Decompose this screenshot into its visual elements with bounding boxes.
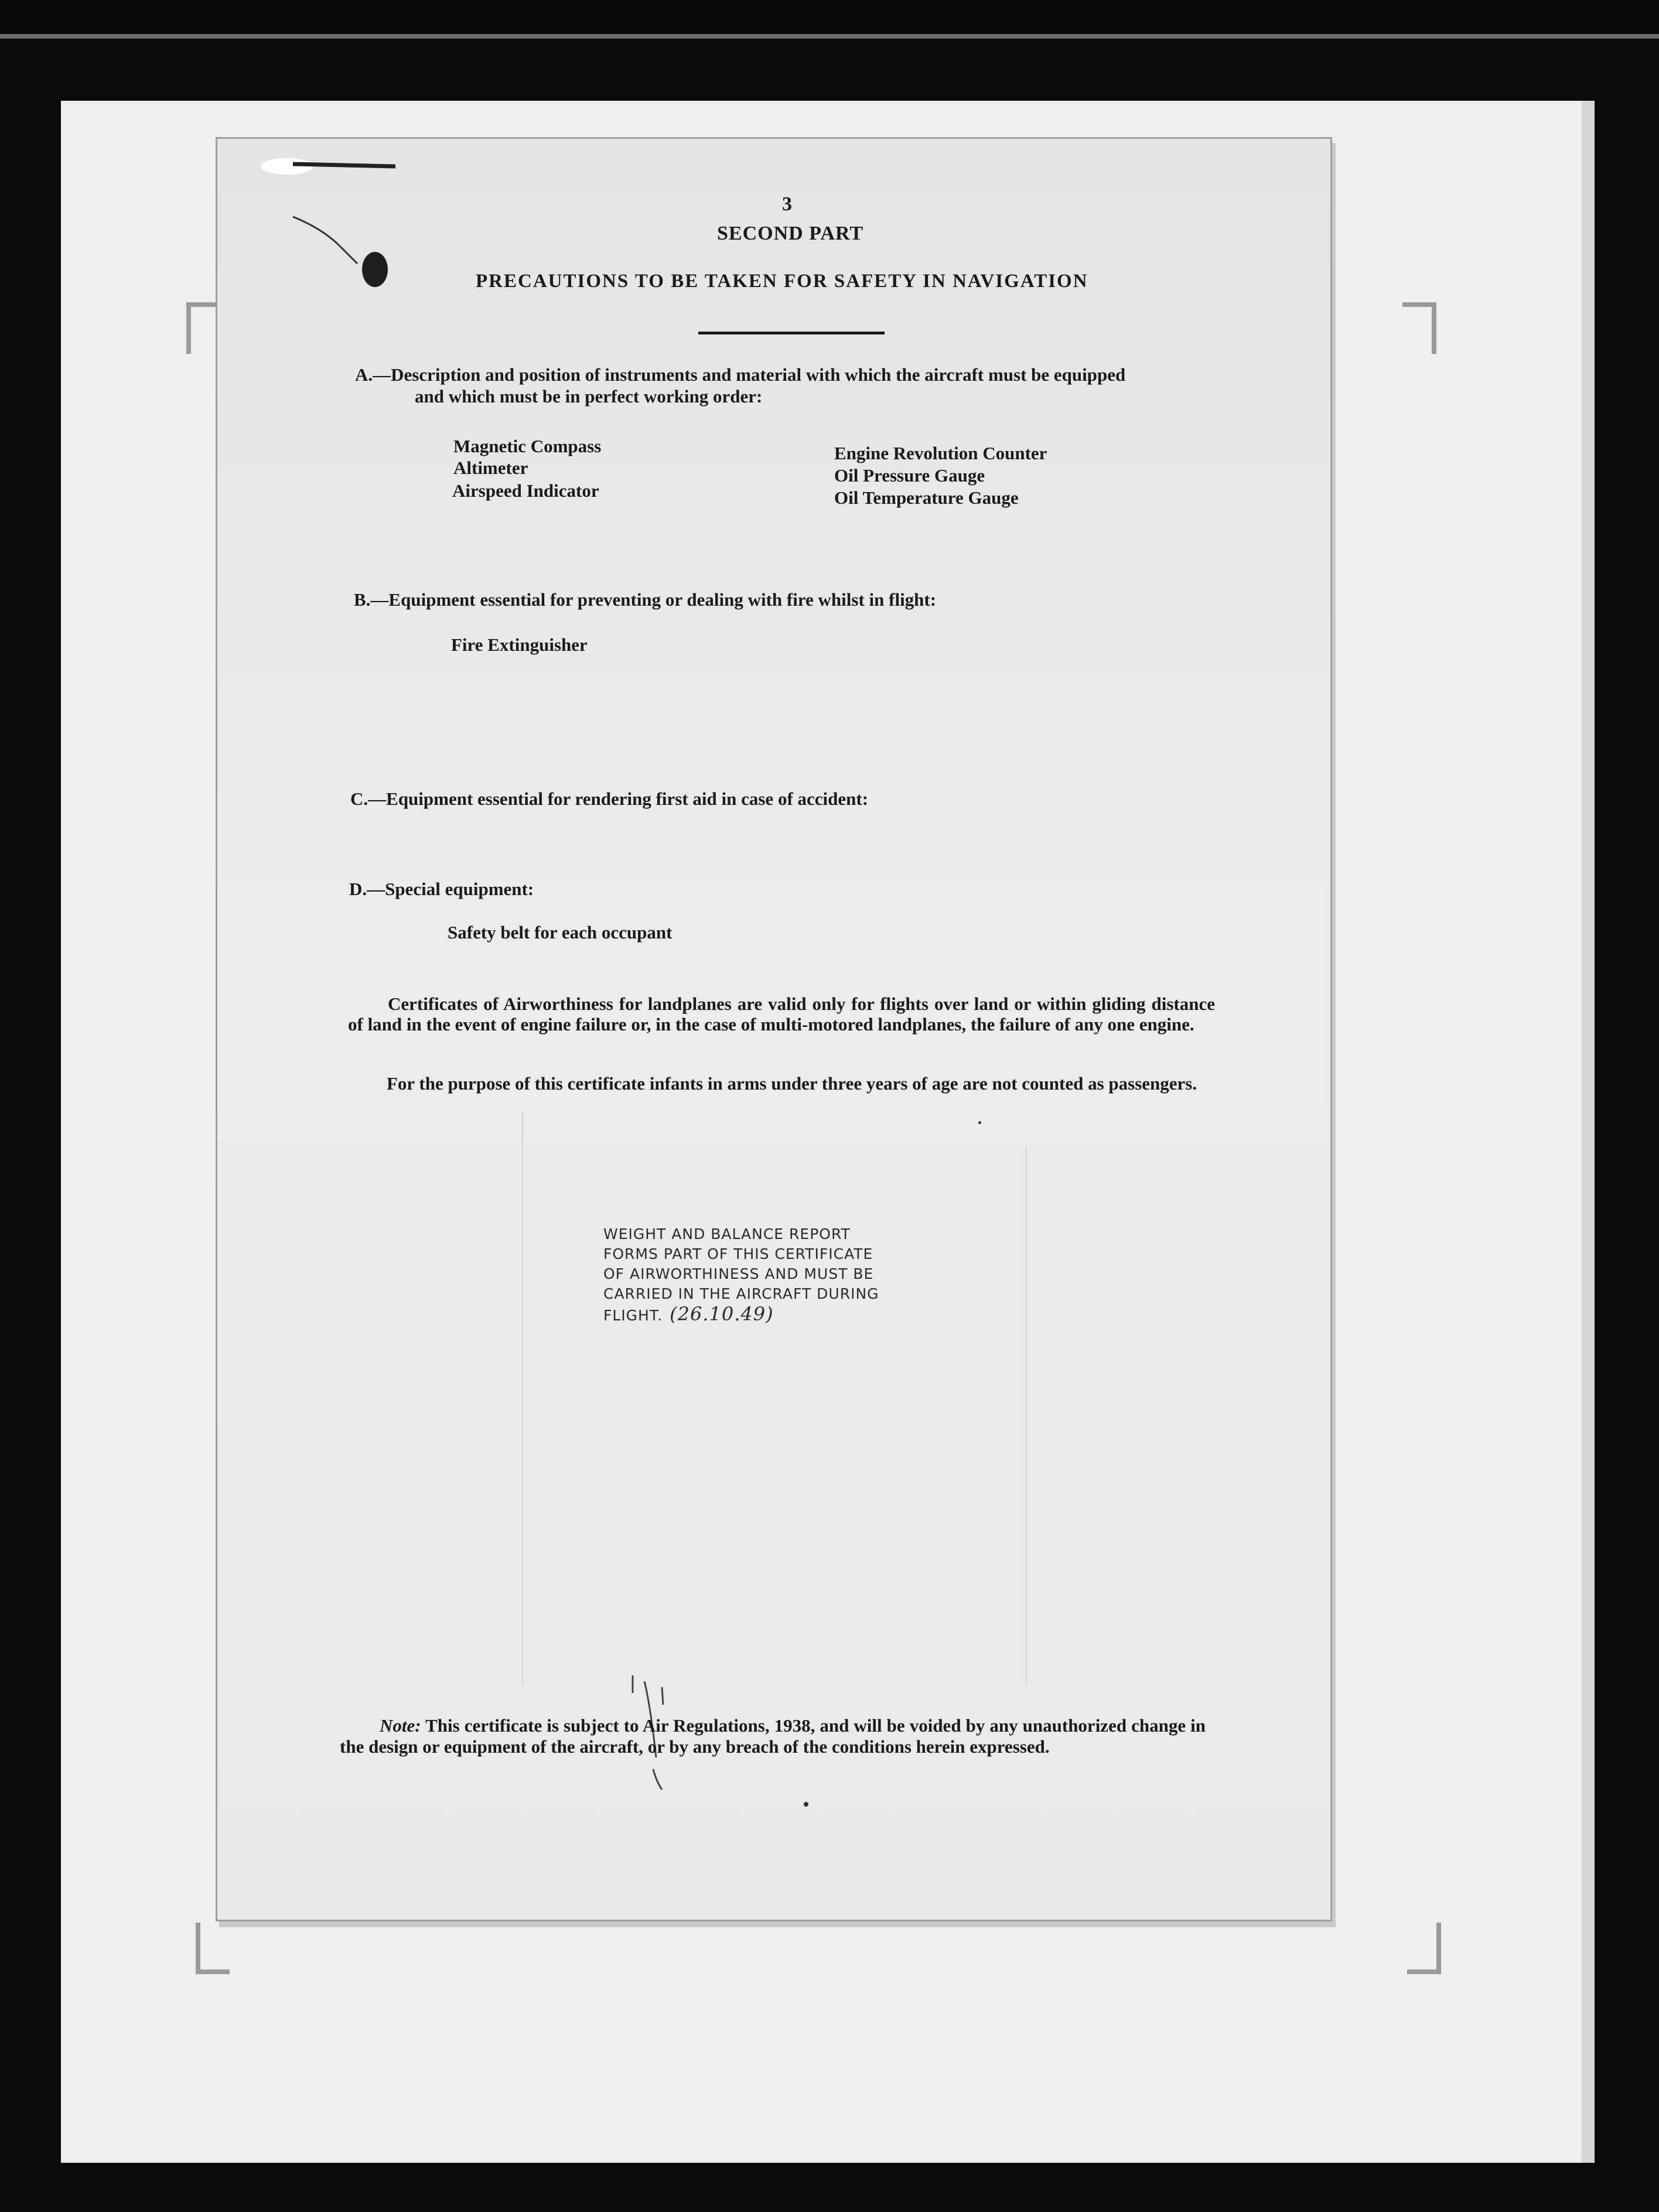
stamp-line: FORMS PART OF THIS CERTIFICATE <box>603 1245 873 1262</box>
infants-paragraph: For the purpose of this certificate infants in arms under three years of age are not counted as passengers. <box>387 1073 1197 1094</box>
mounting-board-edge <box>1582 101 1595 2163</box>
stamp-line: WEIGHT AND BALANCE REPORT <box>603 1226 851 1242</box>
crop-mark-bottom-right <box>1407 1923 1441 1974</box>
instrument-item: Oil Pressure Gauge <box>834 465 985 486</box>
title-underline <box>698 332 885 334</box>
instrument-item: Magnetic Compass <box>453 436 602 456</box>
special-equipment-item: Safety belt for each occupant <box>448 922 673 943</box>
note-label: Note: <box>380 1715 421 1736</box>
bleed-through-line <box>1026 1146 1027 1685</box>
stamp-line: CARRIED IN THE AIRCRAFT DURING <box>603 1285 879 1302</box>
instrument-item: Altimeter <box>453 458 528 478</box>
page-number: 3 <box>782 193 793 215</box>
crop-mark-top-right <box>1402 302 1436 354</box>
torn-corner-mark <box>258 155 398 178</box>
part-title: SECOND PART <box>717 223 864 244</box>
instrument-item: Engine Revolution Counter <box>834 443 1047 463</box>
instrument-item: Oil Temperature Gauge <box>834 487 1019 508</box>
weight-balance-stamp <box>603 1224 879 1326</box>
section-a-heading-cont: and which must be in perfect working order: <box>415 386 763 407</box>
bleed-through-line <box>522 1111 523 1685</box>
stamp-line: OF AIRWORTHINESS AND MUST BE <box>603 1265 874 1282</box>
crop-mark-bottom-left <box>196 1923 230 1974</box>
film-top-band <box>0 0 1659 40</box>
section-d-heading: D.—Special equipment: <box>349 879 534 899</box>
speck <box>978 1121 981 1124</box>
page-title: PRECAUTIONS TO BE TAKEN FOR SAFETY IN NAVIGATION <box>476 271 1088 292</box>
section-c-heading: C.—Equipment essential for rendering first aid in case of accident: <box>350 788 869 809</box>
airworthiness-paragraph: Certificates of Airworthiness for landplanes are valid only for flights over land or within gliding distance of land in the event of engine failure or, in the case of multi-motored landplanes, the failure of any one engine. <box>348 994 1215 1035</box>
stamp-line: FLIGHT. <box>603 1307 663 1324</box>
stamp-handwritten-date: (26.10.49) <box>670 1303 774 1325</box>
speck <box>804 1802 808 1807</box>
ink-smudge <box>287 211 392 299</box>
section-a-heading: A.—Description and position of instruments and material with which the aircraft must be equipped <box>355 364 1126 385</box>
fire-equipment-item: Fire Extinguisher <box>451 634 588 655</box>
instrument-item: Airspeed Indicator <box>452 480 599 501</box>
note-text: This certificate is subject to Air Regulations, 1938, and will be voided by any unauthorized change in the design or equipment of the aircraft, or by any breach of the conditions herein expressed. <box>340 1715 1206 1757</box>
section-b-heading: B.—Equipment essential for preventing or dealing with fire whilst in flight: <box>354 589 937 610</box>
note-paragraph <box>340 1715 1206 1757</box>
